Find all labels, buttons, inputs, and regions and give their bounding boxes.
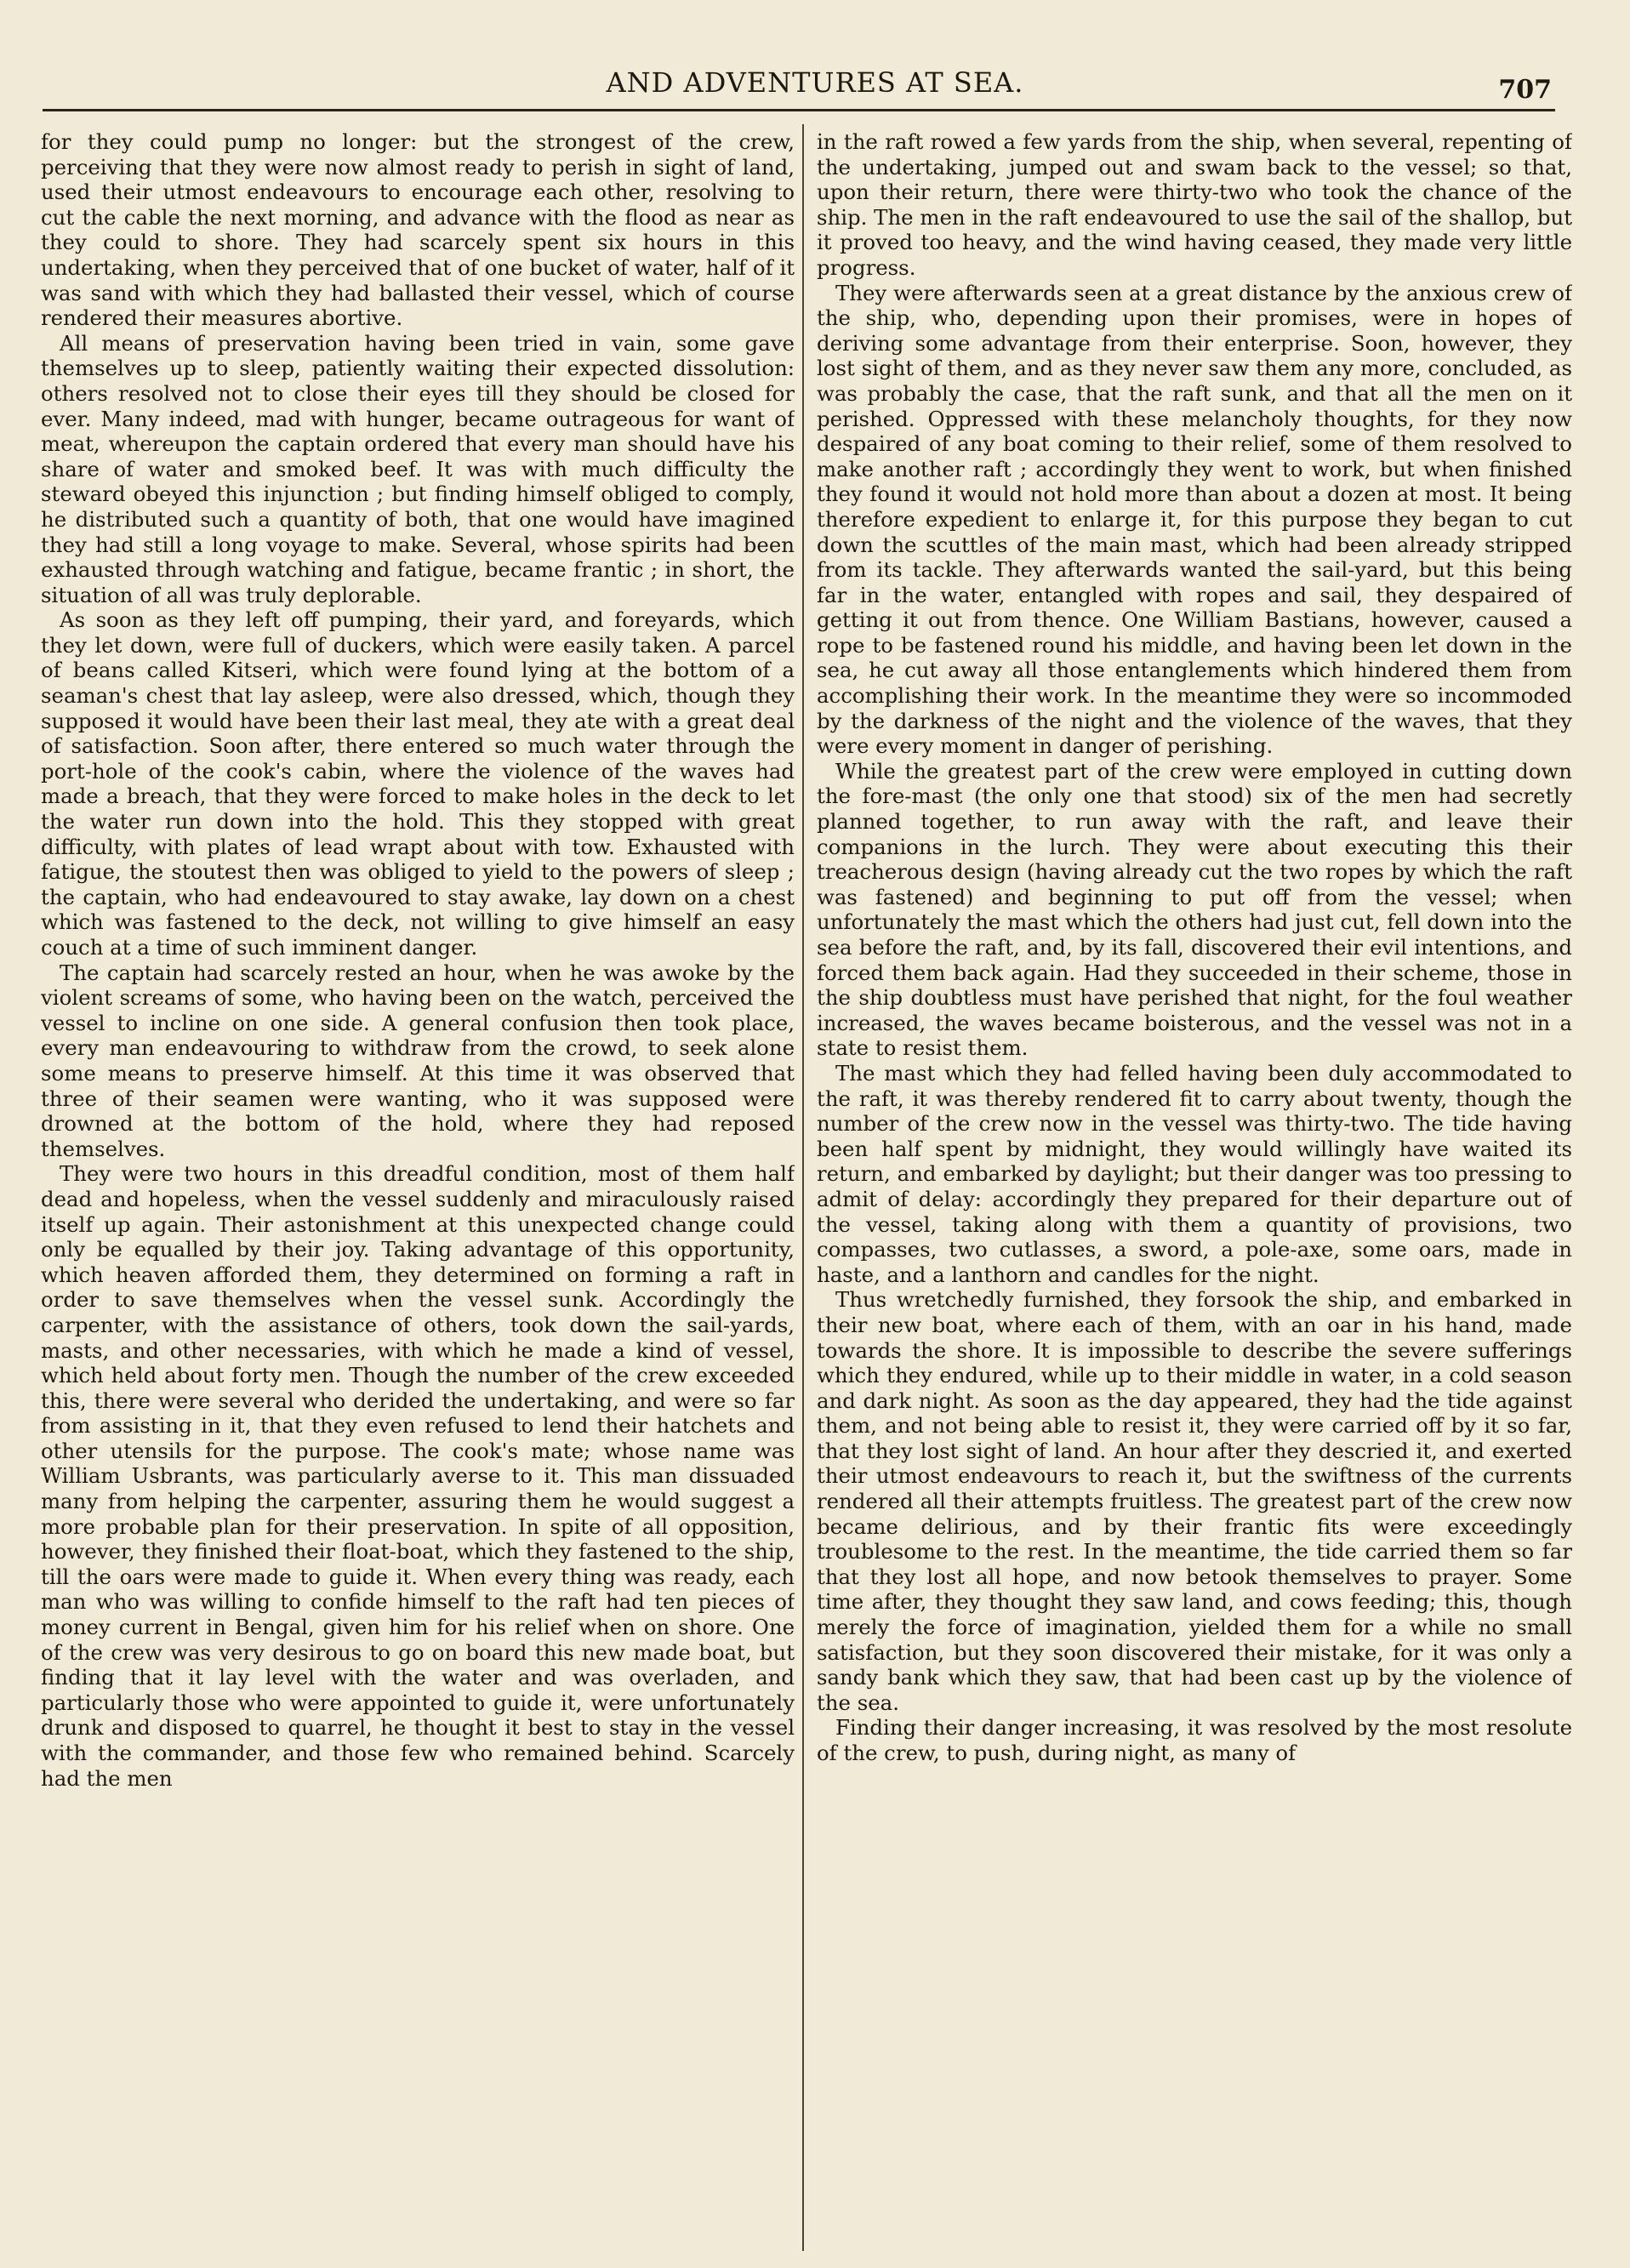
paragraph: They were afterwards seen at a great distance by the anxious crew of the ship, who, depending upon their promises, were in hopes of deriving some advantage from their enterprise. Soon, however, they lost sight of them, and as they never saw them any more, concluded, as was probably the case, that the raft sunk, and that all the men on it perished. Oppressed with these melancholy thoughts, for they now despaired of any boat coming to their relief, some of them resolved to make another raft ; accordingly they went to work, but when finished they found it would not hold more than about a dozen at most. It being therefore expedient to enlarge it, for this purpose they began to cut down the scuttles of the main mast, which had been already stripped from its tackle. They afterwards wanted the sail-yard, but this being far in the water, entangled with ropes and sail, they despaired of getting it out from thence. One William Bastians, however, caused a rope to be fastened round his middle, and having been let down in the sea, he cut away all those entanglements which hindered them from accomplishing their work. In the meantime they were so incommoded by the darkness of the night and the violence of the waves, that they were every moment in danger of perishing.: [817, 280, 1572, 759]
paragraph: for they could pump no longer: but the strongest of the crew, perceiving that they were now almost ready to perish in sight of land, used their utmost endeavours to encourage each other, resolving to cut the cable the next morning, and advance with the flood as near as they could to shore. They had scarcely spent six hours in this undertaking, when they perceived that of one bucket of water, half of it was sand with which they had ballasted their vessel, which of course rendered their measures abortive.: [41, 129, 795, 331]
page-number: 707: [1498, 75, 1552, 105]
header-rule: [43, 109, 1555, 111]
right-column: [817, 129, 1572, 2256]
running-head: [0, 66, 1630, 109]
paragraph: They were two hours in this dreadful condition, most of them half dead and hopeless, when the vessel suddenly and miraculously raised itself up again. Their astonishment at this unexpected change could only be equalled by their joy. Taking advantage of this opportunity, which heaven afforded them, they determined on forming a raft in order to save themselves when the vessel sunk. Accordingly the carpenter, with the assistance of others, took down the sail-yards, masts, and other necessaries, with which he made a kind of vessel, which held about forty men. Though the number of the crew exceeded this, there were several who derided the undertaking, and were so far from assisting in it, that they even refused to lend their hatchets and other utensils for the purpose. The cook's mate; whose name was William Usbrants, was particularly averse to it. This man dissuaded many from helping the carpenter, assuring them he would suggest a more probable plan for their preservation. In spite of all opposition, however, they finished their float-boat, which they fastened to the ship, till the oars were made to guide it. When every thing was ready, each man who was willing to confide himself to the raft had ten pieces of money current in Bengal, given him for his relief when on shore. One of the crew was very desirous to go on board this new made boat, but finding that it lay level with the water and was overladen, and particularly those who were appointed to guide it, were unfortunately drunk and disposed to quarrel, he thought it best to stay in the vessel with the commander, and those few who remained behind. Scarcely had the men: [41, 1161, 795, 1791]
column-divider: [802, 124, 804, 2251]
paragraph: As soon as they left off pumping, their yard, and foreyards, which they let down, were full of duckers, which were easily taken. A parcel of beans called Kitseri, which were found lying at the bottom of a seaman's chest that lay asleep, were also dressed, which, though they supposed it would have been their last meal, they ate with a great deal of satisfaction. Soon after, there entered so much water through the port-hole of the cook's cabin, where the violence of the waves had made a breach, that they were forced to make holes in the deck to let the water run down into the hold. This they stopped with great difficulty, with plates of lead wrapt about with tow. Exhausted with fatigue, the stoutest then was obliged to yield to the powers of sleep ; the captain, who had endeavoured to stay awake, lay down on a chest which was fastened to the deck, not willing to give himself an easy couch at a time of such imminent danger.: [41, 607, 795, 960]
paragraph: in the raft rowed a few yards from the ship, when several, repenting of the undertaking, jumped out and swam back to the vessel; so that, upon their return, there were thirty-two who took the chance of the ship. The men in the raft endeavoured to use the sail of the shallop, but it proved too heavy, and the wind having ceased, they made very little progress.: [817, 129, 1572, 280]
paragraph: Thus wretchedly furnished, they forsook the ship, and embarked in their new boat, where each of them, with an oar in his hand, made towards the shore. It is impossible to describe the severe sufferings which they endured, while up to their middle in water, in a cold season and dark night. As soon as the day appeared, they had the tide against them, and not being able to resist it, they were carried off by it so far, that they lost sight of land. An hour after they descried it, and exerted their utmost endeavours to reach it, but the swiftness of the currents rendered all their attempts fruitless. The greatest part of the crew now became delirious, and by their frantic fits were exceedingly troublesome to the rest. In the meantime, the tide carried them so far that they lost all hope, and now betook themselves to prayer. Some time after, they thought they saw land, and cows feeding; this, though merely the force of imagination, yielded them for a while no small satisfaction, but they soon discovered their mistake, for it was only a sandy bank which they saw, that had been cast up by the violence of the sea.: [817, 1287, 1572, 1715]
paragraph: While the greatest part of the crew were employed in cutting down the fore-mast (the only one that stood) six of the men had secretly planned together, to run away with the raft, and leave their companions in the lurch. They were about executing this their treacherous design (having already cut the two ropes by which the raft was fastened) and beginning to put off from the vessel; when unfortunately the mast which the others had just cut, fell down into the sea before the raft, and, by its fall, discovered their evil intentions, and forced them back again. Had they succeeded in their scheme, those in the ship doubtless must have perished that night, for the foul weather increased, the waves became boisterous, and the vessel was not in a state to resist them.: [817, 758, 1572, 1061]
paragraph: The captain had scarcely rested an hour, when he was awoke by the violent screams of some, who having been on the watch, perceived the vessel to incline on one side. A general confusion then took place, every man endeavouring to withdraw from the crowd, to seek alone some means to preserve himself. At this time it was observed that three of their seamen were wanting, who it was supposed were drowned at the bottom of the hold, where they had reposed themselves.: [41, 960, 795, 1161]
paragraph: The mast which they had felled having been duly accommodated to the raft, it was thereby rendered fit to carry about twenty, though the number of the crew now in the vessel was thirty-two. The tide having been half spent by midnight, they would willingly have waited its return, and embarked by daylight; but their danger was too pressing to admit of delay: accordingly they prepared for their departure out of the vessel, taking along with them a quantity of provisions, two compasses, two cutlasses, a sword, a pole-axe, some oars, made in haste, and a lanthorn and candles for the night.: [817, 1060, 1572, 1287]
paragraph: All means of preservation having been tried in vain, some gave themselves up to sleep, patiently waiting their expected dissolution: others resolved not to close their eyes till they should be closed for ever. Many indeed, mad with hunger, became outrageous for want of meat, whereupon the captain ordered that every man should have his share of water and smoked beef. It was with much difficulty the steward obeyed this injunction ; but finding himself obliged to comply, he distributed such a quantity of both, that one would have imagined they had still a long voyage to make. Several, whose spirits had been exhausted through watching and fatigue, became frantic ; in short, the situation of all was truly deplorable.: [41, 330, 795, 607]
running-title: AND ADVENTURES AT SEA.: [606, 66, 1024, 99]
paragraph: Finding their danger increasing, it was resolved by the most resolute of the crew, to push, during night, as many of: [817, 1715, 1572, 1765]
left-column: [41, 129, 795, 2256]
